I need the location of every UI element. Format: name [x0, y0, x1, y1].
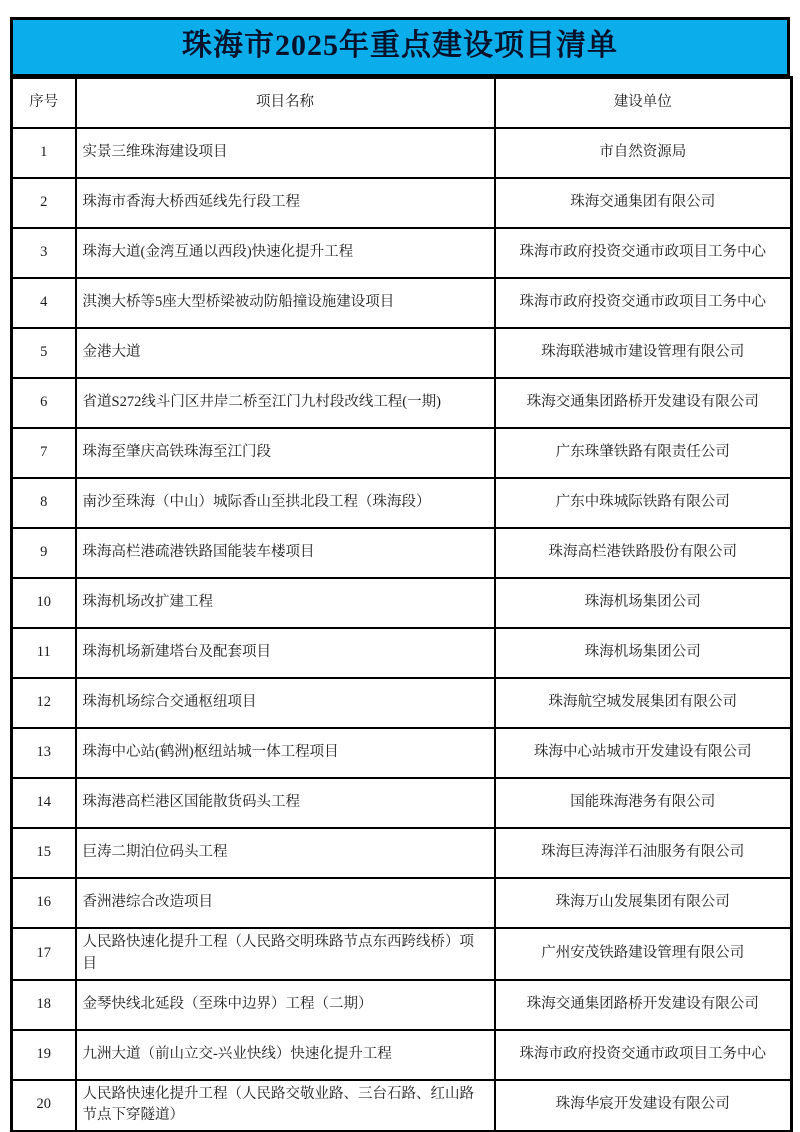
build-unit-cell: 珠海万山发展集团有限公司	[495, 878, 792, 928]
build-unit-cell: 珠海航空城发展集团有限公司	[495, 678, 792, 728]
table-row	[12, 628, 792, 678]
row-number-cell: 20	[12, 1080, 76, 1132]
table-row	[12, 278, 792, 328]
build-unit-cell: 珠海中心站城市开发建设有限公司	[495, 728, 792, 778]
row-number-cell: 9	[12, 528, 76, 578]
project-name-cell: 实景三维珠海建设项目	[76, 128, 495, 178]
table-row	[12, 578, 792, 628]
build-unit-cell: 珠海交通集团路桥开发建设有限公司	[495, 980, 792, 1030]
table-row	[12, 178, 792, 228]
table-row	[12, 728, 792, 778]
projects-table	[10, 76, 793, 1132]
row-number-cell: 4	[12, 278, 76, 328]
header-cell-org: 建设单位	[495, 78, 792, 129]
project-name-cell: 珠海机场改扩建工程	[76, 578, 495, 628]
build-unit-cell: 珠海高栏港铁路股份有限公司	[495, 528, 792, 578]
table-row	[12, 1030, 792, 1080]
table-row	[12, 928, 792, 980]
project-name-cell: 淇澳大桥等5座大型桥梁被动防船撞设施建设项目	[76, 278, 495, 328]
table-row	[12, 128, 792, 178]
build-unit-cell: 珠海市政府投资交通市政项目工务中心	[495, 278, 792, 328]
build-unit-cell: 市自然资源局	[495, 128, 792, 178]
build-unit-cell: 珠海交通集团路桥开发建设有限公司	[495, 378, 792, 428]
header-cell-name: 项目名称	[76, 78, 495, 129]
row-number-cell: 15	[12, 828, 76, 878]
row-number-cell: 11	[12, 628, 76, 678]
build-unit-cell: 国能珠海港务有限公司	[495, 778, 792, 828]
table-row	[12, 478, 792, 528]
table-row	[12, 428, 792, 478]
build-unit-cell: 广东中珠城际铁路有限公司	[495, 478, 792, 528]
project-name-cell: 珠海大道(金湾互通以西段)快速化提升工程	[76, 228, 495, 278]
table-sheet	[10, 17, 790, 1132]
row-number-cell: 13	[12, 728, 76, 778]
header-cell-no: 序号	[12, 78, 76, 129]
project-name-cell: 九洲大道（前山立交-兴业快线）快速化提升工程	[76, 1030, 495, 1080]
build-unit-cell: 珠海华宸开发建设有限公司	[495, 1080, 792, 1132]
row-number-cell: 14	[12, 778, 76, 828]
row-number-cell: 16	[12, 878, 76, 928]
project-name-cell: 珠海至肇庆高铁珠海至江门段	[76, 428, 495, 478]
row-number-cell: 12	[12, 678, 76, 728]
row-number-cell: 8	[12, 478, 76, 528]
table-row	[12, 228, 792, 278]
project-name-cell: 珠海港高栏港区国能散货码头工程	[76, 778, 495, 828]
build-unit-cell: 珠海巨涛海洋石油服务有限公司	[495, 828, 792, 878]
row-number-cell: 10	[12, 578, 76, 628]
project-name-cell: 珠海机场新建塔台及配套项目	[76, 628, 495, 678]
project-name-cell: 人民路快速化提升工程（人民路交明珠路节点东西跨线桥）项目	[76, 928, 495, 980]
page-title: 珠海市2025年重点建设项目清单	[182, 29, 618, 62]
build-unit-cell: 珠海交通集团有限公司	[495, 178, 792, 228]
project-name-cell: 珠海高栏港疏港铁路国能装车楼项目	[76, 528, 495, 578]
row-number-cell: 6	[12, 378, 76, 428]
table-row	[12, 1080, 792, 1132]
row-number-cell: 2	[12, 178, 76, 228]
project-name-cell: 珠海中心站(鹤洲)枢纽站城一体工程项目	[76, 728, 495, 778]
project-name-cell: 珠海市香海大桥西延线先行段工程	[76, 178, 495, 228]
project-name-cell: 香洲港综合改造项目	[76, 878, 495, 928]
build-unit-cell: 珠海机场集团公司	[495, 628, 792, 678]
table-row	[12, 778, 792, 828]
table-body	[12, 128, 792, 1132]
table-row	[12, 328, 792, 378]
row-number-cell: 19	[12, 1030, 76, 1080]
project-name-cell: 人民路快速化提升工程（人民路交敬业路、三台石路、红山路节点下穿隧道）	[76, 1080, 495, 1132]
build-unit-cell: 珠海市政府投资交通市政项目工务中心	[495, 1030, 792, 1080]
build-unit-cell: 珠海联港城市建设管理有限公司	[495, 328, 792, 378]
row-number-cell: 17	[12, 928, 76, 980]
table-row	[12, 378, 792, 428]
build-unit-cell: 广州安茂铁路建设管理有限公司	[495, 928, 792, 980]
project-name-cell: 省道S272线斗门区井岸二桥至江门九村段改线工程(一期)	[76, 378, 495, 428]
project-name-cell: 巨涛二期泊位码头工程	[76, 828, 495, 878]
table-row	[12, 828, 792, 878]
row-number-cell: 18	[12, 980, 76, 1030]
title-bar	[10, 17, 790, 77]
table-header	[12, 78, 792, 129]
table-row	[12, 980, 792, 1030]
row-number-cell: 7	[12, 428, 76, 478]
project-name-cell: 珠海机场综合交通枢纽项目	[76, 678, 495, 728]
row-number-cell: 5	[12, 328, 76, 378]
build-unit-cell: 珠海机场集团公司	[495, 578, 792, 628]
project-name-cell: 金琴快线北延段（至珠中边界）工程（二期）	[76, 980, 495, 1030]
row-number-cell: 3	[12, 228, 76, 278]
row-number-cell: 1	[12, 128, 76, 178]
build-unit-cell: 广东珠肇铁路有限责任公司	[495, 428, 792, 478]
project-name-cell: 南沙至珠海（中山）城际香山至拱北段工程（珠海段）	[76, 478, 495, 528]
header-row	[12, 78, 792, 129]
project-name-cell: 金港大道	[76, 328, 495, 378]
table-row	[12, 878, 792, 928]
table-row	[12, 528, 792, 578]
build-unit-cell: 珠海市政府投资交通市政项目工务中心	[495, 228, 792, 278]
table-row	[12, 678, 792, 728]
